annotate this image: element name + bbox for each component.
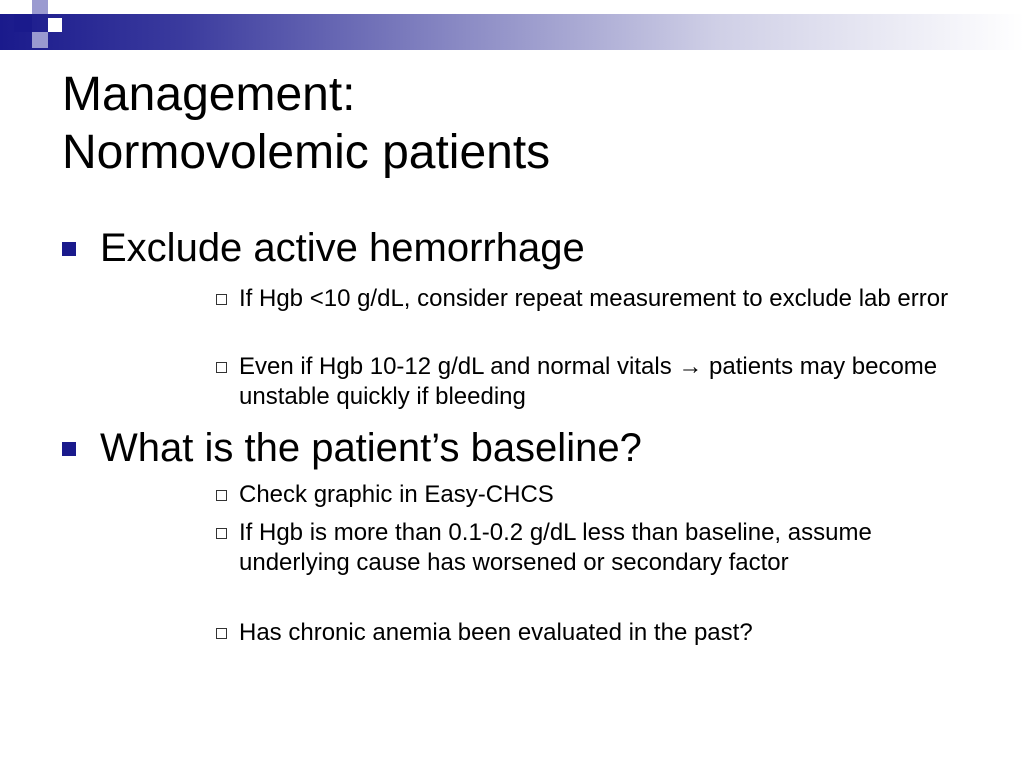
bullet-text: Exclude active hemorrhage <box>100 226 585 270</box>
sub-bullet-text: If Hgb is more than 0.1-0.2 g/dL less than baseline, assume underlying cause has worsened or secondary factor <box>239 519 872 576</box>
page-title <box>62 66 550 182</box>
title-line-1: Management: <box>62 68 356 121</box>
sub-bullet-item <box>216 352 976 412</box>
hollow-square-bullet-icon <box>216 490 227 501</box>
hollow-square-bullet-icon <box>216 362 227 373</box>
sub-bullet-text: Even if Hgb 10-12 g/dL and normal vitals → patients may become unstable quickly if bleeding <box>239 353 938 410</box>
title-line-2: Normovolemic patients <box>62 126 551 179</box>
bullet-text: What is the patient’s baseline? <box>100 426 642 470</box>
sub-bullet-text: If Hgb <10 g/dL, consider repeat measurement to exclude lab error <box>239 285 949 312</box>
decorative-square <box>14 14 32 32</box>
sub-bullet-text: Check graphic in Easy-CHCS <box>239 481 554 508</box>
decorative-square <box>32 0 48 14</box>
square-bullet-icon <box>62 242 76 256</box>
square-bullet-icon <box>62 442 76 456</box>
sub-bullet-item <box>216 518 976 578</box>
bullet-item <box>62 426 642 471</box>
sub-bullet-item <box>216 480 976 510</box>
bullet-item <box>62 226 585 271</box>
hollow-square-bullet-icon <box>216 628 227 639</box>
sub-bullet-item <box>216 618 976 648</box>
header-gradient-band <box>0 14 1024 50</box>
decorative-square <box>32 32 48 48</box>
decorative-square <box>48 18 62 32</box>
sub-bullet-item <box>216 284 976 314</box>
hollow-square-bullet-icon <box>216 528 227 539</box>
hollow-square-bullet-icon <box>216 294 227 305</box>
sub-bullet-text: Has chronic anemia been evaluated in the past? <box>239 619 753 646</box>
